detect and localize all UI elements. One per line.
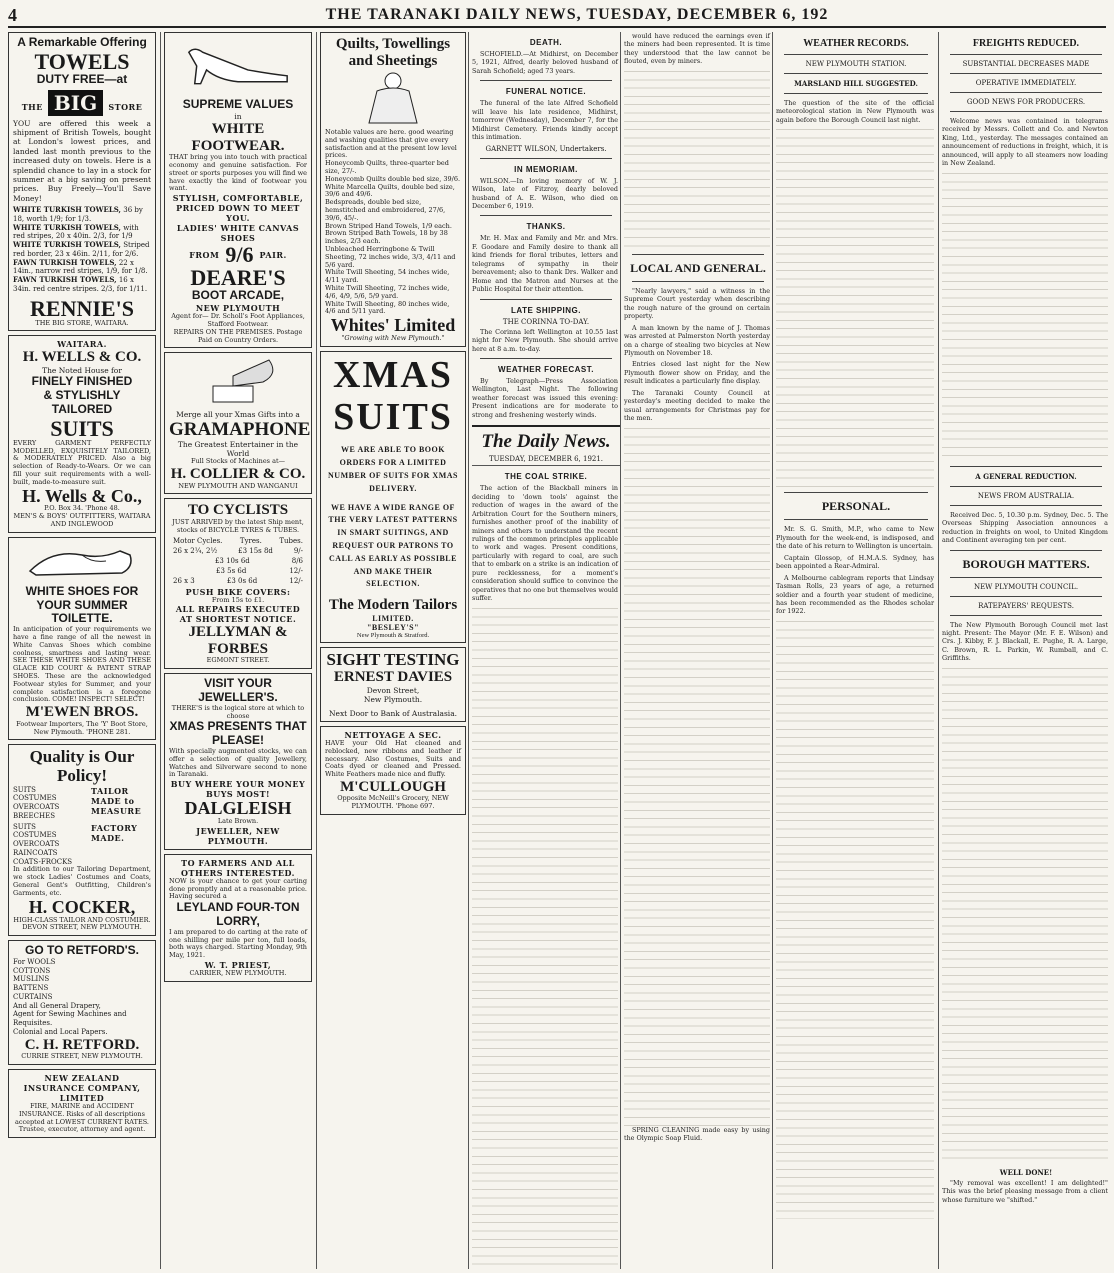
weather-records-heading: WEATHER RECORDS. <box>803 38 909 49</box>
article-continuation <box>472 606 618 1269</box>
shipping-notice: The Corinna left Wellington at 10.55 last night for New Plymouth. She should arrive here at 8 a.m. to-day. <box>472 327 618 353</box>
personal-heading: PERSONAL. <box>821 499 891 514</box>
shoes-heading: WHITE SHOES FOR YOUR SUMMER TOILETTE. <box>25 583 139 626</box>
factory-made-label: FACTORY MADE. <box>91 822 138 843</box>
leader-article: The action of the Blackball miners in deciding to 'down tools' against the reduction of wages in the award of the Arbitration Court for the Southern miners, furnishes another proof of the inability of miners and others to understand the recent rulings of the common principles applicable to work and wages. Present conditions, particularly with regard to coal, are such that to embark on a strike is an indication of pure recklessness, for a moment's consideration should suffice to convince the operatives that no one but themselves would suffer. <box>472 484 618 603</box>
wells-tagline-2: MEN'S & BOYS' OUTFITTERS, WAITARA AND INGLEWOOD <box>13 512 151 529</box>
sight-title: SIGHT TESTING <box>326 650 460 670</box>
well-done-body: "My removal was excellent! I am delighted!" This was the brief pleasing message from a client whose furniture we "shifted." <box>942 1178 1108 1204</box>
towels-ad <box>8 32 156 331</box>
deare-repairs: REPAIRS ON THE PREMISES. Postage Paid on Country Orders. <box>173 327 303 344</box>
ewen-address: Footwear Importers, The 'Y' Boot Store, New Plymouth. 'PHONE 281. <box>16 719 148 736</box>
gramophone-sub: The Greatest Entertainer in the World <box>177 439 299 459</box>
big-store-logo: BIG <box>48 90 103 116</box>
weather-article: The question of the site of the official meteorological station in New Plymouth was again before the Borough Council last night. <box>776 99 934 124</box>
wells-town: WAITARA. <box>57 339 107 350</box>
gramophone-title: GRAMAPHONE <box>169 418 311 440</box>
jeweller-slogan: BUY WHERE YOUR MONEY BUYS MOST! <box>170 779 306 800</box>
shoes-body: In anticipation of your requirements we have a fine range of all the newest in White Canvas Shoes which combine coolness, smartness and lasting wear. SEE THESE WHITE SHOES AND THESE GLACE KID COURT & PATENT STRAP SHOES. These are the acknowledged Footwear styles for Summer, and your complete satisfaction is a foregone conclusion. COME! INSPECT! SELECT! <box>13 625 151 704</box>
personal-item-2: Captain Glossop, of H.M.A.S. Sydney, has been appointed a Rear-Admiral. <box>776 553 934 571</box>
footwear-line-2: PRICED DOWN TO MEET YOU. <box>176 203 300 224</box>
footwear-body: THAT bring you into touch with practical economy and genuine satisfaction. For street or sports purposes you will find we have exactly the kind of footwear you want. <box>169 153 307 193</box>
jellyman-footer: JELLYMAN & FORBES <box>188 624 288 657</box>
cocker-ad: Quality is Our Policy! SUITS COSTUMES OVERCOATS BREECHES TAILOR MADE to MEASURE SUITS COSTUMES OVERCOATS RAINCOATS COATS-FROCKS FACTORY MADE. In addition to our Tailoring Department, we stock Ladies' Costumes and Coats, General Gent's Outfitting, Children's Garments, etc. H. COCKER, HIGH-CLASS TAILOR AND COSTUMIER. DEVON STREET, NEW PLYMOUTH. <box>8 744 156 936</box>
dalgleish-ad: VISIT YOUR JEWELLER'S. THERE'S is the logical store at which to choose XMAS PRESENTS THAT PLEASE! With specially augmented stocks, we can offer a selection of quality Jewellery, Watches and Silverware second to none in Taranaki. BUY WHERE YOUR MONEY BUYS MOST! DALGLEISH Late Brown. JEWELLER, NEW PLYMOUTH. <box>164 673 312 850</box>
lorry-title: LEYLAND FOUR-TON LORRY, <box>176 900 300 929</box>
dateline: TUESDAY, DECEMBER 6, 1921. <box>472 455 620 466</box>
footwear-line-1: STYLISH, COMFORTABLE, <box>172 193 304 204</box>
wells-body: EVERY GARMENT PERFECTLY MODELLED, EXQUISITELY TAILORED, & MODERATELY PRICED. Also a big selection of Ready-to-Wears. Or we can fill your suit requirements with a well-built, made-to-measure suit. <box>13 438 151 486</box>
wells-tagline: The Noted House for <box>42 365 122 375</box>
priest-footer: W. T. PRIEST, <box>204 960 272 970</box>
deare-footer: DEARE'S <box>190 265 286 291</box>
gramophone-ad <box>164 352 312 494</box>
footwear-heading: SUPREME VALUES <box>182 97 294 111</box>
borough-heading: BOROUGH MATTERS. <box>962 556 1090 571</box>
deare-town: NEW PLYMOUTH <box>195 303 281 314</box>
mccullough-footer: M'CULLOUGH <box>340 778 446 795</box>
towels-list: WHITE TURKISH TOWELS, 36 by 18, worth 1/9; for 1/3. WHITE TURKISH TOWELS, with red stripes, 20 x 40in. 2/3, for 1/9 WHITE TURKISH TOWELS, Striped red border, 23 x 46in. 2/11, for 2/6. FAWN TURKISH TOWELS, 22 x 14in., narrow red stripes, 1/9, for 1/8. FAWN TURKISH TOWELS, 16 x 34in. red centre stripes. 2/3, for 1/11. <box>13 205 150 293</box>
footwear-price: 9/6 <box>225 242 254 268</box>
local-item-3: Entries closed last night for the New Plymouth flower show on Friday, and the result indicates a particularly fine display. <box>624 360 770 386</box>
retford-footer: C. H. RETFORD. <box>24 1036 140 1053</box>
retford-heading: GO TO RETFORD'S. <box>25 943 139 958</box>
funeral-notice: The funeral of the late Alfred Schofield will leave his late residence, Midhirst, tomorrow (Wednesday), December 7, for the Midhirst Cemetery. Friends kindly accept this intimation. <box>472 99 618 142</box>
wells-line-1: FINELY FINISHED <box>31 374 133 389</box>
wells-footer: H. Wells & Co., <box>22 485 142 506</box>
footwear-title: WHITE FOOTWEAR. <box>191 121 285 154</box>
newspaper-title: THE TARANAKI DAILY NEWS, TUESDAY, DECEMBER 6, 192 <box>325 6 829 23</box>
cyclists-heading: TO CYCLISTS <box>187 502 289 519</box>
column-3 <box>316 32 468 1269</box>
whites-footer: Whites' Limited <box>330 315 456 336</box>
retford-ad: GO TO RETFORD'S. For WOOLS COTTONS MUSLINS BATTENS CURTAINS And all General Drapery, Agent for Sewing Machines and Requisites. Colonial and Local Papers. C. H. RETFORD. CURRIE STREET, NEW PLYMOUTH. <box>8 940 156 1065</box>
cocker-footer: H. COCKER, <box>28 896 136 917</box>
wells-ad <box>8 335 156 532</box>
retford-address: CURRIE STREET, NEW PLYMOUTH. <box>21 1052 143 1061</box>
rennie-footer: RENNIE'S <box>30 295 134 321</box>
towels-subtitle: DUTY FREE—at <box>36 71 128 86</box>
towels-heading: A Remarkable Offering <box>17 35 147 49</box>
memoriam-notice: WILSON.—In loving memory of W. J. Wilson, late of Fitzroy, dearly beloved husband of A. E. Wilson, who died on December 6, 1919. <box>472 176 618 210</box>
collier-address: NEW PLYMOUTH AND WANGANUI <box>178 481 298 490</box>
daily-news-masthead: The Daily News. <box>472 425 620 453</box>
gramophone-icon <box>183 356 293 406</box>
davies-name: ERNEST DAVIES <box>333 669 453 686</box>
tyre-price-table: Motor Cycles. Tyres. Tubes. 26 x 2¼, 2½ £3 15s 8d 9/- £3 10s 6d 8/6 £3 5s 6d 12/- 26 x 3 £3 0s 6d 12/- <box>173 536 303 585</box>
wells-line-2: & STYLISHLY TAILORED <box>43 388 121 416</box>
column-1 <box>8 32 158 1269</box>
ewen-footer: M'EWEN BROS. <box>25 704 139 721</box>
dalgleish-footer: DALGLEISH <box>184 798 292 819</box>
local-general-heading: LOCAL AND GENERAL. <box>630 260 766 275</box>
shoe-illustration-icon <box>22 541 142 581</box>
gramophone-heading: Merge all your Xmas Gifts into a <box>176 410 300 420</box>
store-left: THE <box>21 101 43 112</box>
deare-agent: Agent for— Dr. Scholl's Foot Appliances, Stafford Footwear. <box>171 312 305 328</box>
deare-footer-2: BOOT ARCADE, <box>191 288 285 303</box>
ewen-shoes-ad <box>8 537 156 740</box>
footwear-sub: in <box>234 111 242 121</box>
column-7: FREIGHTS REDUCED. SUBSTANTIAL DECREASES MADE OPERATIVE IMMEDIATELY. GOOD NEWS FOR PRODUCERS. Welcome news was contained in telegrams received by Messrs. Collett and Co. and Newton King, Ltd., yesterday. The messages contained an announcement of reductions in freight, which, it is announced, will apply to all steamers now loading in New Zealand. A GENERAL REDUCTION. NEWS FROM AUSTRALIA. Received Dec. 5, 10.30 p.m. Sydney, Dec. 5. The Overseas Shipping Association announces a reduction in freights on wool, to United Kingdom and Continent averaging ten per cent. BOROUGH MATTERS. NEW PLYMOUTH COUNCIL. RATEPAYERS' REQUESTS. The New Plymouth Borough Council met last night. Present: The Mayor (Mr. F. E. Wilson) and Crs. J. Kibby, F. J. Blackall, E. Pughe, R. A. Large, C. Brown, R. L. Parkin, W. Rumball, and C. Griffiths. WELL DONE! "My removal was excellent! I am delighted!" This was the brief pleasing message from a client whose furniture we "shifted." <box>938 32 1110 1269</box>
farmers-ad: TO FARMERS AND ALL OTHERS INTERESTED. NOW is your chance to get your carting done promptly and at a reasonable price. Having secured a LEYLAND FOUR-TON LORRY, I am prepared to do carting at the rate of one shilling per mile per ton, full loads, both ways charged. Starting Monday, 9th May, 1921. W. T. PRIEST, CARRIER, NEW PLYMOUTH. <box>164 854 312 982</box>
mccullough-ad: NETTOYAGE A SEC. HAVE your Old Hat cleaned and reblocked, new ribbons and leather if necessary. Also Costumes, Suits and Coats dyed or cleaned and Pressed. White Feathers made nice and fluffy. M'CULLOUGH Opposite McNeill's Grocery, NEW PLYMOUTH. 'Phone 697. <box>320 726 466 815</box>
thanks-notice: Mr. H. Max and Family and Mr. and Mrs. F. Goodare and Family desire to thank all kind friends for floral tributes, letters and telegrams of sympathy in their bereavement; also to thank Drs. Walker and Home and the Matron and Nurses at the Public Hospital for their attention. <box>472 234 618 294</box>
wells-line-3: SUITS <box>50 415 114 441</box>
local-item-4: The Taranaki County Council at yesterday's meeting decided to make the usual arrangements for Christmas pay for the men. <box>624 388 770 423</box>
gramophone-body: Full Stocks of Machines at— <box>190 457 286 466</box>
footwear-line-3: LADIES' WHITE CANVAS SHOES <box>176 223 300 244</box>
wells-address: P.O. Box 34. 'Phone 48. <box>44 504 120 513</box>
towels-body: YOU are offered this week a shipment of British Towels, bought at London's lowest prices, and landed last month previous to the increased duty on towels. Here is a splendid chance to lay in a stock for summer at a big saving on present prices. Buy Freely—You'll Save Money! <box>13 118 151 203</box>
quality-heading: Quality is Our Policy! <box>29 747 135 786</box>
xmas-title: XMAS <box>333 353 453 396</box>
jellyman-address: EGMONT STREET. <box>206 656 270 665</box>
rennie-address: THE BIG STORE, WAITARA. <box>35 318 129 327</box>
quilts-heading: Quilts, Towellings and Sheetings <box>335 36 451 69</box>
spring-cleaning-item: SPRING CLEANING made easy by using the Olympic Soap Fluid. <box>624 1125 770 1143</box>
borough-article: The New Plymouth Borough Council met last night. Present: The Mayor (Mr. F. E. Wilson) and Crs. J. Kibby, F. J. Blackall, E. Pughe, R. A. Large, C. Brown, R. L. Parkin, W. Rumball, and C. Griffiths. <box>942 620 1108 663</box>
insurance-body: FIRE, MARINE and ACCIDENT INSURANCE. Risks of all descriptions accepted at LOWEST CURRENT RATES. Trustee, executor, attorney and agent. <box>14 1101 149 1134</box>
column-5 <box>620 32 772 1269</box>
local-item-1: "Nearly lawyers," said a witness in the Supreme Court yesterday when describing the rough nature of the ground on certain property. <box>624 286 770 321</box>
besley-xmas-suits-ad: XMAS SUITS WE ARE ABLE TO BOOK ORDERS FOR A LIMITED NUMBER OF SUITS FOR XMAS DELIVERY. WE HAVE A WIDE RANGE OF THE VERY LATEST PATTERNS IN SMART SUITINGS, AND REQUEST OUR PATRONS TO CALL AS EARLY AS POSSIBLE AND MAKE THEIR SELECTION. The Modern Tailors LIMITED. "BESLEY'S" New Plymouth & Stratford. <box>320 351 466 644</box>
well-done-heading: WELL DONE! <box>999 1167 1053 1177</box>
jeweller-heading: VISIT YOUR JEWELLER'S. <box>198 676 278 704</box>
personal-item-1: Mr. S. G. Smith, M.P., who came to New Plymouth for the week-end, is indisposed, and the date of his return to Wellington is uncertain. <box>776 525 934 551</box>
cocker-address: HIGH-CLASS TAILOR AND COSTUMIER. DEVON STREET, NEW PLYMOUTH. <box>13 915 151 932</box>
masthead <box>8 4 1106 28</box>
reduction-article: Received Dec. 5, 10.30 p.m. Sydney, Dec. 5. The Overseas Shipping Association announces a reduction in freights on wool, to United Kingdom and Continent averaging ten per cent. <box>942 510 1108 545</box>
collier-footer: H. COLLIER & CO. <box>170 466 306 483</box>
freights-heading: FREIGHTS REDUCED. <box>972 38 1080 49</box>
deare-footwear-ad: SUPREME VALUES in WHITE FOOTWEAR. THAT bring you into touch with practical economy and genuine satisfaction. For street or sports purposes you will find we have exactly the kind of footwear you want. STYLISH, COMFORTABLE, PRICED DOWN TO MEET YOU. LADIES' WHITE CANVAS SHOES FROM 9/6 PAIR. DEARE'S BOOT ARCADE, NEW PLYMOUTH Agent for— Dr. Scholl's Foot Appliances, Stafford Footwear. REPAIRS ON THE PREMISES. Postage Paid on Country Orders. <box>164 32 312 348</box>
dalgleish-address: JEWELLER, NEW PLYMOUTH. <box>196 825 280 846</box>
cyclists-body: JUST ARRIVED by the latest Ship ment, stocks of BICYCLE TYRES & TUBES. <box>172 517 304 534</box>
cyclists-ad: TO CYCLISTS JUST ARRIVED by the latest Ship ment, stocks of BICYCLE TYRES & TUBES. Motor Cycles. Tyres. Tubes. 26 x 2¼, 2½ £3 15s 8d 9/- £3 10s 6d 8/6 £3 5s 6d 12/- 26 x 3 £3 0s 6d 12/- PUSH BIKE COVERS: From 15s to £1. ALL REPAIRS EXECUTED AT SHORTEST NOTICE. JELLYMAN & FORBES EGMONT STREET. <box>164 498 312 669</box>
jeweller-title: XMAS PRESENTS THAT PLEASE! <box>169 719 307 748</box>
personal-item-3: A Melbourne cablegram reports that Lindsay Tasman Rolls, 23 years of age, a returned soldier and a fourth year student of medicine, has been recommended as the Rhodes scholar for 1922. <box>776 573 934 616</box>
leader-continued: would have reduced the earnings even if the miners had been represented. It is time they understood that the law cannot be flouted, even by miners. <box>624 32 770 66</box>
towels-title: TOWELS <box>34 48 130 74</box>
column-6: WEATHER RECORDS. NEW PLYMOUTH STATION. MARSLAND HILL SUGGESTED. The question of the site of the official meteorological station in New Plymouth was again before the Borough Council last night. PERSONAL. Mr. S. G. Smith, M.P., who came to New Plymouth for the week-end, is indisposed, and the date of his return to Wellington is uncertain. Captain Glossop, of H.M.A.S. Sydney, has been appointed a Rear-Admiral. A Melbourne cablegram reports that Lindsay Tasman Rolls, 23 years of age, a returned soldier and a fourth year student of medicine, has been recommended as the Rhodes scholar for 1922. <box>772 32 936 1269</box>
high-heel-shoe-icon <box>179 40 297 90</box>
whites-quilts-ad: Quilts, Towellings and Sheetings Notable values are here. good wearing and washing qualities that give every satisfaction and at the present low level prices. Honeycomb Quilts, three-quarter bed size, 27/-. Honeycomb Quilts double bed size, 39/6. White Marcella Quilts, double bed size, 39/6 and 49/6. Bedspreads, double bed size, hemstitched and embroidered, 27/6, 39/6, 45/-. Brown Striped Hand Towels, 1/9 each. Brown Striped Bath Towels, 18 by 38 inches, 2/3 each. Unbleached Herringbone & Twill Sheeting, 72 inches wide, 3/3, 4/11 and 5/6 yard. White Twill Sheeting, 54 inches wide, 4/11 yard. White Twill Sheeting, 72 inches wide, 4/6, 4/9, 5/6, 5/9 yard. White Twill Sheeting, 80 inches wide, 4/6 and 5/11 yard. Whites' Limited "Growing with New Plymouth." <box>320 32 466 347</box>
tailor-made-label: TAILOR MADE to MEASURE <box>91 785 142 816</box>
general-reduction-heading: A GENERAL REDUCTION. <box>975 471 1077 481</box>
sight-testing-ad: SIGHT TESTING ERNEST DAVIES Devon Street, New Plymouth. Next Door to Bank of Australasia. <box>320 647 466 721</box>
suits-title: SUITS <box>333 395 453 438</box>
modern-tailors-footer: The Modern Tailors <box>328 597 458 614</box>
weather-forecast: By Telegraph—Press Association Wellington, Last Night. The following weather forecast was issued this evening: Present indications are for moderate to strong and freshening westerly winds. <box>472 376 618 419</box>
column-2 <box>160 32 314 1269</box>
column-4: DEATH. SCHOFIELD.—At Midhirst, on December 5, 1921, Alfred, dearly beloved husband of Sarah Schofield; aged 73 years. FUNERAL NOTICE. The funeral of the late Alfred Schofield will leave his late residence, Midhirst, tomorrow (Wednesday), December 7, for the Midhirst Cemetery. Friends kindly accept this intimation. GARNETT WILSON, Undertakers. IN MEMORIAM. WILSON.—In loving memory of W. J. Wilson, late of Fitzroy, dearly beloved husband of A. E. Wilson, who died on December 6, 1919. THANKS. Mr. H. Max and Family and Mr. and Mrs. F. Goodare and Family desire to thank all kind friends for floral tributes, letters and telegrams of sympathy in their bereavement; also to thank Drs. Walker and Home and the Matron and Nurses at the Public Hospital for their attention. LATE SHIPPING. THE CORINNA TO-DAY. The Corinna left Wellington at 10.55 last night for New Plymouth. She should arrive here at 8 a.m. to-day. WEATHER FORECAST. By Telegraph—Press Association Wellington, Last Night. The following weather forecast was issued this evening: Present indications are for moderate to strong and freshening westerly winds. The Daily News. TUESDAY, DECEMBER 6, 1921. THE COAL STRIKE. The action of the Blackball miners in deciding to 'down tools' against the reduction of wages in the award of the Arbitration Court for the Southern miners, furnishes another proof of the inability of miners and others to understand the recent rulings of the common principles applicable to work and wages. Present conditions, particularly with regard to coal, are such that to embark on a strike is an indication of pure recklessness, for a moment's consideration should suffice to convince the operatives that no one but themselves would suffer. <box>468 32 620 1269</box>
page-number: 4 <box>8 4 18 25</box>
lady-illustration-icon <box>333 69 453 125</box>
store-right: STORE <box>108 101 143 112</box>
leader-heading: THE COAL STRIKE. <box>504 472 588 482</box>
local-item-2: A man known by the name of J. Thomas was arrested at Palmerston North yesterday on a charge of stealing two bicycles at New Plymouth on November 18. <box>624 323 770 357</box>
cocker-body: In addition to our Tailoring Department, we stock Ladies' Costumes and Coats, General Gent's Outfitting, Children's Garments, etc. <box>13 865 151 897</box>
insurance-name: NEW ZEALAND INSURANCE COMPANY, LIMITED <box>23 1072 141 1103</box>
death-notice: SCHOFIELD.—At Midhirst, on December 5, 1921, Alfred, dearly beloved husband of Sarah Schofield; aged 73 years. <box>472 50 618 75</box>
wells-name: H. WELLS & CO. <box>22 349 142 366</box>
insurance-ad <box>8 1069 156 1138</box>
freights-article: Welcome news was contained in telegrams received by Messrs. Collett and Co. and Newton King, Ltd., yesterday. The messages contained an announcement of reductions in freight, which, it is announced, will apply to all steamers now loading in New Zealand. <box>942 117 1108 168</box>
